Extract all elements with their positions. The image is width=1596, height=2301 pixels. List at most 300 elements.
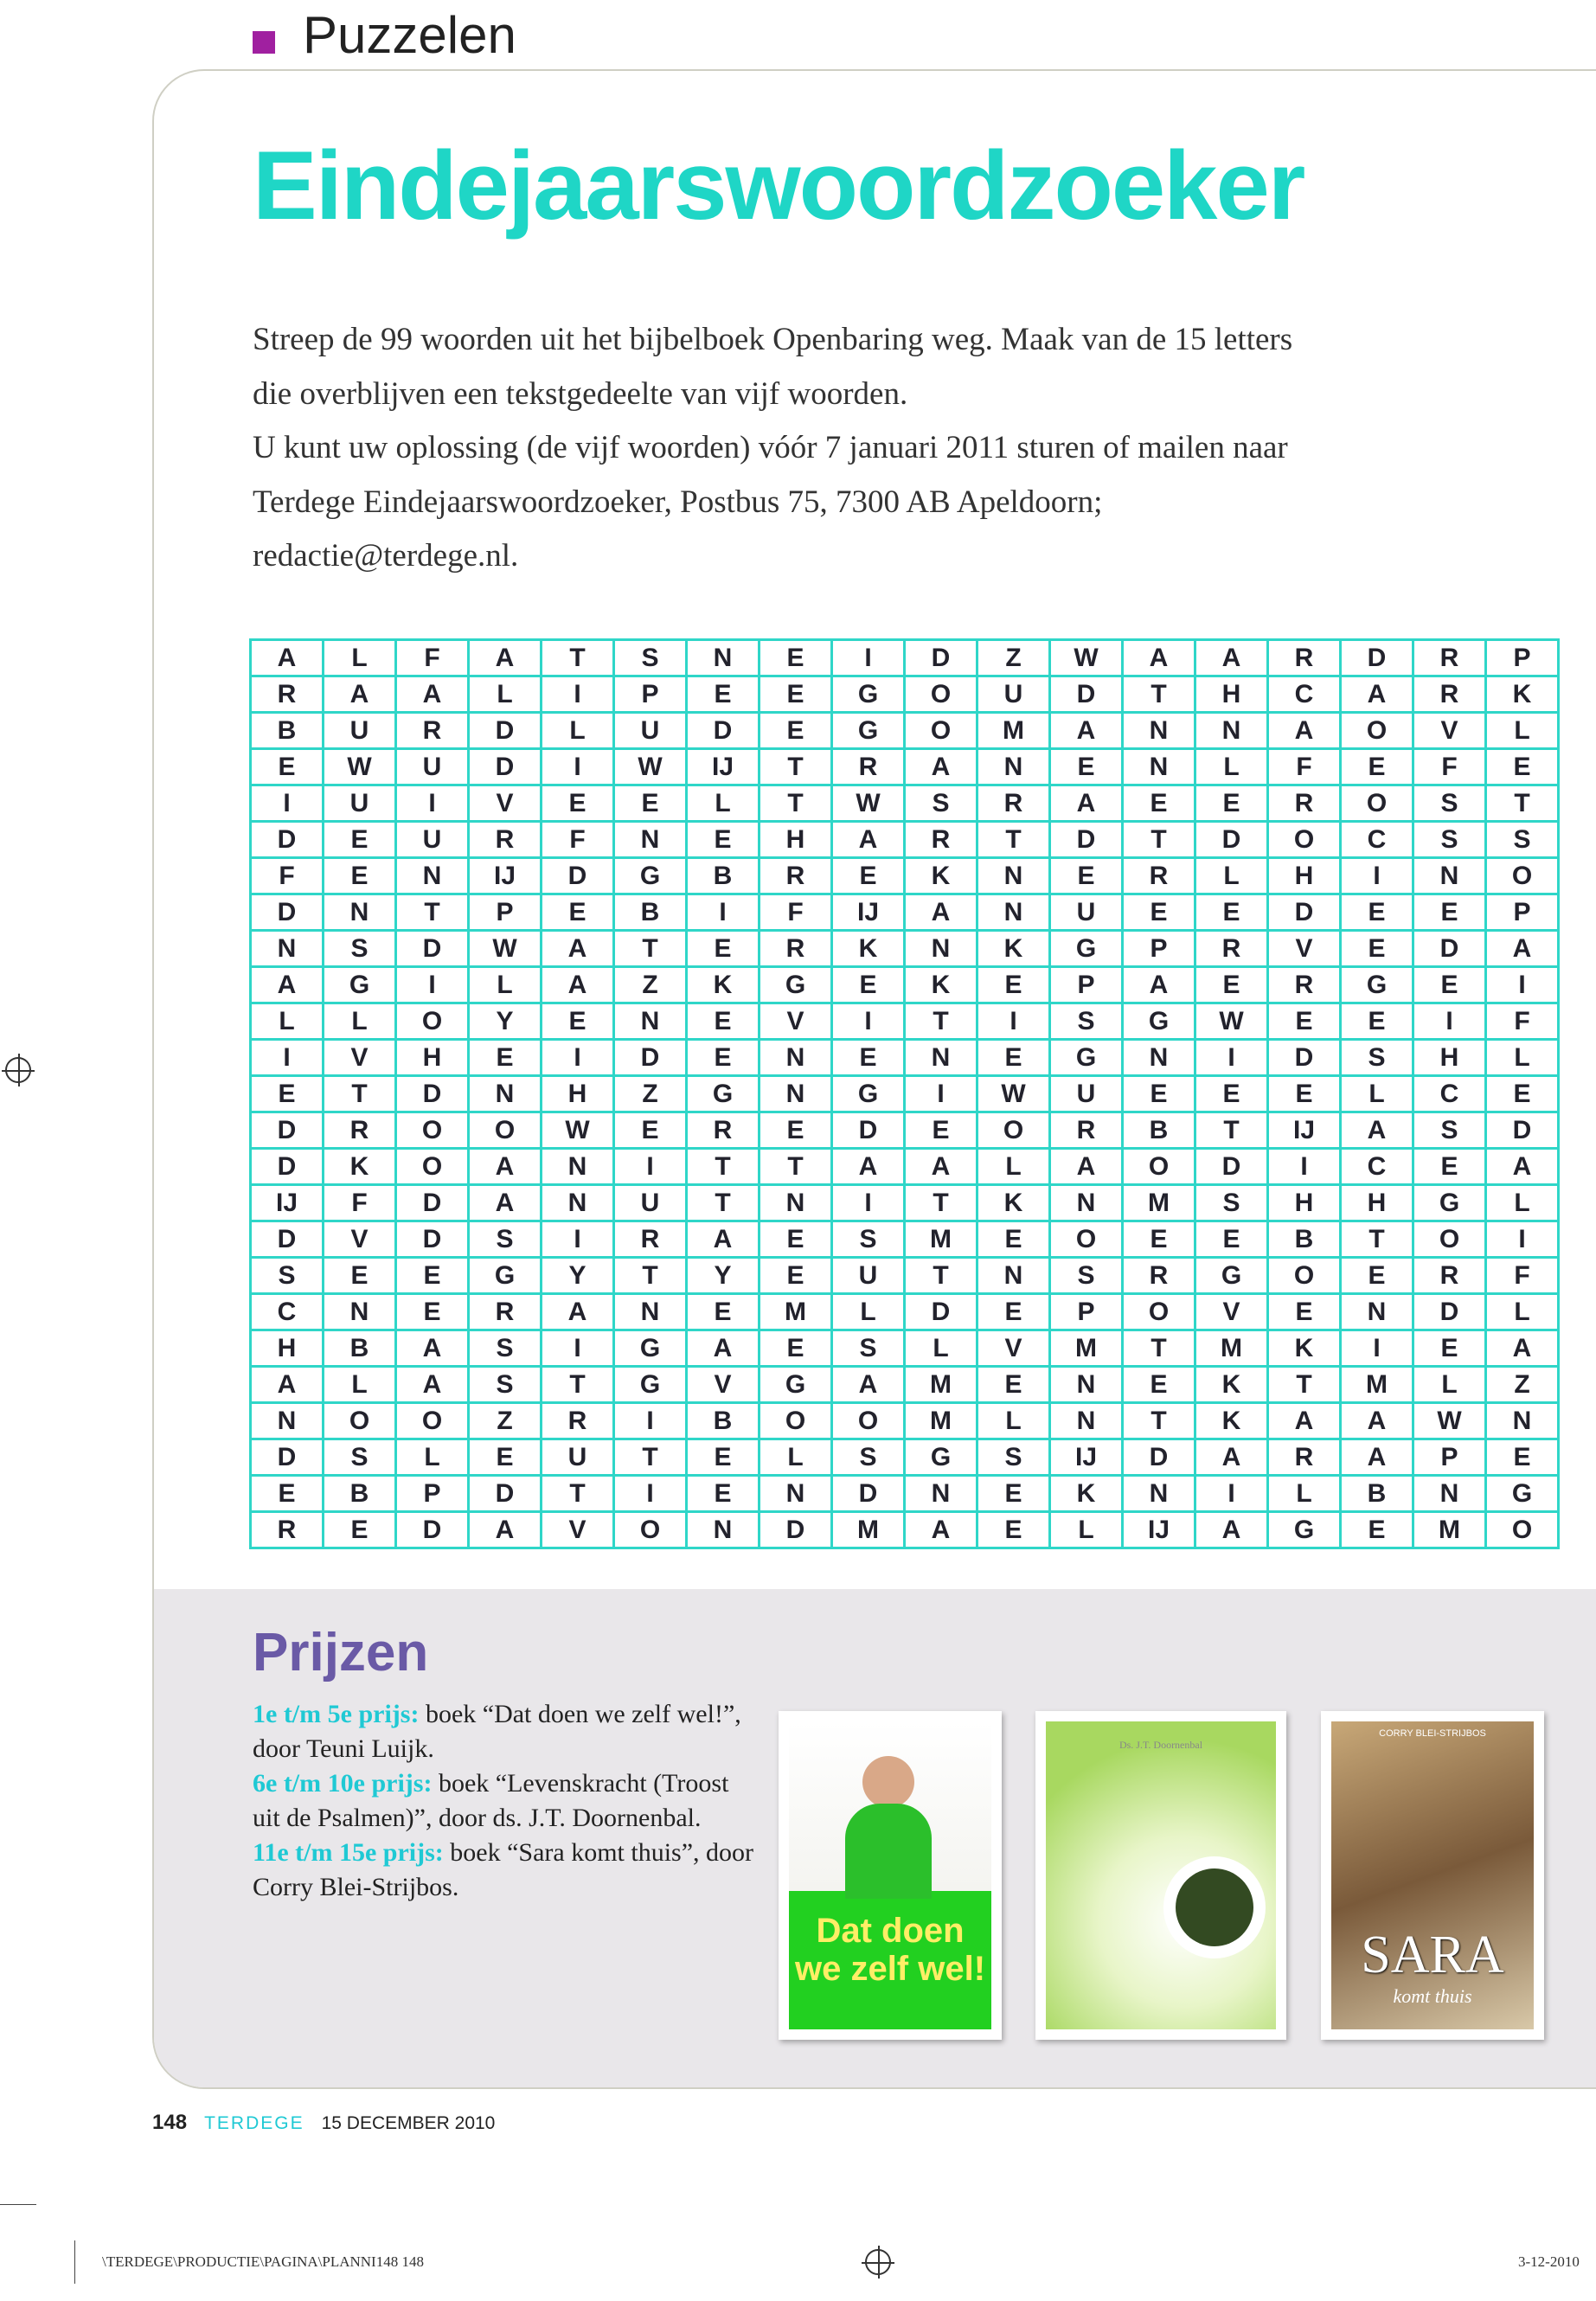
grid-cell[interactable]: T bbox=[324, 1076, 396, 1112]
grid-cell[interactable]: N bbox=[1413, 858, 1486, 894]
grid-cell[interactable]: U bbox=[832, 1258, 905, 1294]
grid-cell[interactable]: V bbox=[324, 1221, 396, 1258]
grid-cell[interactable]: E bbox=[324, 858, 396, 894]
grid-cell[interactable]: E bbox=[251, 749, 324, 785]
grid-cell[interactable]: S bbox=[1050, 1003, 1123, 1040]
grid-cell[interactable]: A bbox=[905, 1512, 977, 1548]
grid-cell[interactable]: G bbox=[832, 676, 905, 713]
grid-cell[interactable]: B bbox=[1268, 1221, 1341, 1258]
grid-cell[interactable]: R bbox=[1268, 1439, 1341, 1476]
grid-cell[interactable]: L bbox=[1050, 1512, 1123, 1548]
grid-cell[interactable]: L bbox=[1486, 1185, 1559, 1221]
grid-cell[interactable]: Y bbox=[687, 1258, 760, 1294]
grid-cell[interactable]: A bbox=[832, 1149, 905, 1185]
grid-cell[interactable]: A bbox=[1486, 1330, 1559, 1367]
grid-cell[interactable]: T bbox=[1341, 1221, 1413, 1258]
grid-cell[interactable]: E bbox=[1413, 1330, 1486, 1367]
grid-cell[interactable]: U bbox=[542, 1439, 614, 1476]
grid-cell[interactable]: P bbox=[1486, 894, 1559, 931]
grid-cell[interactable]: S bbox=[469, 1221, 542, 1258]
grid-cell[interactable]: G bbox=[687, 1076, 760, 1112]
grid-cell[interactable]: S bbox=[324, 1439, 396, 1476]
grid-cell[interactable]: O bbox=[905, 676, 977, 713]
grid-cell[interactable]: I bbox=[1341, 1330, 1413, 1367]
grid-cell[interactable]: I bbox=[832, 1185, 905, 1221]
grid-cell[interactable]: V bbox=[1268, 931, 1341, 967]
grid-cell[interactable]: M bbox=[1050, 1330, 1123, 1367]
grid-cell[interactable]: Y bbox=[469, 1003, 542, 1040]
grid-cell[interactable]: S bbox=[324, 931, 396, 967]
grid-cell[interactable]: O bbox=[324, 1403, 396, 1439]
grid-cell[interactable]: E bbox=[542, 785, 614, 822]
grid-cell[interactable]: E bbox=[977, 1367, 1050, 1403]
grid-cell[interactable]: R bbox=[1123, 1258, 1195, 1294]
grid-cell[interactable]: A bbox=[1050, 785, 1123, 822]
grid-cell[interactable]: D bbox=[1195, 822, 1268, 858]
grid-cell[interactable]: D bbox=[396, 1221, 469, 1258]
grid-cell[interactable]: M bbox=[1341, 1367, 1413, 1403]
grid-cell[interactable]: K bbox=[1050, 1476, 1123, 1512]
grid-cell[interactable]: I bbox=[542, 1221, 614, 1258]
grid-cell[interactable]: E bbox=[832, 858, 905, 894]
grid-cell[interactable]: I bbox=[1195, 1476, 1268, 1512]
grid-cell[interactable]: A bbox=[1050, 1149, 1123, 1185]
grid-cell[interactable]: E bbox=[1341, 749, 1413, 785]
grid-cell[interactable]: P bbox=[396, 1476, 469, 1512]
grid-cell[interactable]: D bbox=[1268, 894, 1341, 931]
grid-cell[interactable]: P bbox=[1486, 640, 1559, 676]
grid-cell[interactable]: A bbox=[1341, 676, 1413, 713]
grid-cell[interactable]: S bbox=[1413, 822, 1486, 858]
grid-cell[interactable]: M bbox=[1195, 1330, 1268, 1367]
grid-cell[interactable]: A bbox=[324, 676, 396, 713]
grid-cell[interactable]: R bbox=[1413, 640, 1486, 676]
grid-cell[interactable]: A bbox=[396, 676, 469, 713]
grid-cell[interactable]: T bbox=[905, 1185, 977, 1221]
grid-cell[interactable]: E bbox=[760, 676, 832, 713]
grid-cell[interactable]: E bbox=[1195, 785, 1268, 822]
grid-cell[interactable]: I bbox=[1341, 858, 1413, 894]
grid-cell[interactable]: V bbox=[1413, 713, 1486, 749]
grid-cell[interactable]: S bbox=[832, 1330, 905, 1367]
grid-cell[interactable]: A bbox=[251, 640, 324, 676]
grid-cell[interactable]: I bbox=[542, 749, 614, 785]
grid-cell[interactable]: E bbox=[687, 1294, 760, 1330]
grid-cell[interactable]: R bbox=[1195, 931, 1268, 967]
grid-cell[interactable]: E bbox=[1486, 1439, 1559, 1476]
grid-cell[interactable]: H bbox=[1195, 676, 1268, 713]
grid-cell[interactable]: S bbox=[1341, 1040, 1413, 1076]
grid-cell[interactable]: T bbox=[1486, 785, 1559, 822]
grid-cell[interactable]: A bbox=[542, 967, 614, 1003]
grid-cell[interactable]: T bbox=[1195, 1112, 1268, 1149]
grid-cell[interactable]: T bbox=[1123, 1403, 1195, 1439]
grid-cell[interactable]: U bbox=[614, 1185, 687, 1221]
grid-cell[interactable]: R bbox=[1268, 640, 1341, 676]
grid-cell[interactable]: A bbox=[1123, 640, 1195, 676]
grid-cell[interactable]: E bbox=[251, 1476, 324, 1512]
grid-cell[interactable]: A bbox=[1268, 713, 1341, 749]
grid-cell[interactable]: E bbox=[324, 1258, 396, 1294]
grid-cell[interactable]: O bbox=[1050, 1221, 1123, 1258]
grid-cell[interactable]: K bbox=[905, 967, 977, 1003]
grid-cell[interactable]: G bbox=[1050, 931, 1123, 967]
grid-cell[interactable]: E bbox=[1123, 1076, 1195, 1112]
grid-cell[interactable]: H bbox=[1413, 1040, 1486, 1076]
grid-cell[interactable]: K bbox=[1195, 1367, 1268, 1403]
grid-cell[interactable]: E bbox=[324, 822, 396, 858]
grid-cell[interactable]: R bbox=[832, 749, 905, 785]
grid-cell[interactable]: B bbox=[324, 1476, 396, 1512]
grid-cell[interactable]: N bbox=[905, 1040, 977, 1076]
grid-cell[interactable]: O bbox=[1268, 822, 1341, 858]
grid-cell[interactable]: U bbox=[1050, 894, 1123, 931]
grid-cell[interactable]: N bbox=[251, 1403, 324, 1439]
grid-cell[interactable]: E bbox=[760, 1330, 832, 1367]
grid-cell[interactable]: N bbox=[1050, 1185, 1123, 1221]
grid-cell[interactable]: M bbox=[905, 1221, 977, 1258]
grid-cell[interactable]: E bbox=[1268, 1003, 1341, 1040]
grid-cell[interactable]: L bbox=[324, 1367, 396, 1403]
grid-cell[interactable]: H bbox=[1341, 1185, 1413, 1221]
grid-cell[interactable]: W bbox=[324, 749, 396, 785]
grid-cell[interactable]: I bbox=[542, 1040, 614, 1076]
grid-cell[interactable]: L bbox=[1486, 1294, 1559, 1330]
grid-cell[interactable]: F bbox=[1486, 1003, 1559, 1040]
grid-cell[interactable]: A bbox=[1195, 1512, 1268, 1548]
grid-cell[interactable]: N bbox=[905, 1476, 977, 1512]
grid-cell[interactable]: T bbox=[687, 1185, 760, 1221]
grid-cell[interactable]: W bbox=[977, 1076, 1050, 1112]
grid-cell[interactable]: E bbox=[1341, 1258, 1413, 1294]
grid-cell[interactable]: A bbox=[542, 1294, 614, 1330]
grid-cell[interactable]: E bbox=[760, 1221, 832, 1258]
grid-cell[interactable]: A bbox=[1050, 713, 1123, 749]
grid-cell[interactable]: D bbox=[1050, 676, 1123, 713]
grid-cell[interactable]: R bbox=[251, 676, 324, 713]
grid-cell[interactable]: K bbox=[977, 1185, 1050, 1221]
grid-cell[interactable]: N bbox=[396, 858, 469, 894]
grid-cell[interactable]: L bbox=[1413, 1367, 1486, 1403]
grid-cell[interactable]: O bbox=[1341, 713, 1413, 749]
grid-cell[interactable]: A bbox=[469, 1512, 542, 1548]
grid-cell[interactable]: S bbox=[1413, 785, 1486, 822]
grid-cell[interactable]: T bbox=[614, 931, 687, 967]
grid-cell[interactable]: I bbox=[396, 967, 469, 1003]
grid-cell[interactable]: E bbox=[1123, 785, 1195, 822]
grid-cell[interactable]: I bbox=[687, 894, 760, 931]
grid-cell[interactable]: G bbox=[614, 858, 687, 894]
grid-cell[interactable]: M bbox=[760, 1294, 832, 1330]
grid-cell[interactable]: E bbox=[760, 1112, 832, 1149]
grid-cell[interactable]: N bbox=[687, 1512, 760, 1548]
grid-cell[interactable]: L bbox=[324, 1003, 396, 1040]
grid-cell[interactable]: H bbox=[1268, 1185, 1341, 1221]
grid-cell[interactable]: E bbox=[1413, 967, 1486, 1003]
grid-cell[interactable]: H bbox=[760, 822, 832, 858]
grid-cell[interactable]: F bbox=[1486, 1258, 1559, 1294]
grid-cell[interactable]: I bbox=[542, 1330, 614, 1367]
grid-cell[interactable]: O bbox=[905, 713, 977, 749]
grid-cell[interactable]: K bbox=[687, 967, 760, 1003]
grid-cell[interactable]: IJ bbox=[469, 858, 542, 894]
grid-cell[interactable]: S bbox=[977, 1439, 1050, 1476]
grid-cell[interactable]: M bbox=[905, 1403, 977, 1439]
grid-cell[interactable]: L bbox=[977, 1403, 1050, 1439]
grid-cell[interactable]: L bbox=[1486, 1040, 1559, 1076]
grid-cell[interactable]: C bbox=[1413, 1076, 1486, 1112]
grid-cell[interactable]: M bbox=[1123, 1185, 1195, 1221]
grid-cell[interactable]: E bbox=[1413, 1149, 1486, 1185]
grid-cell[interactable]: V bbox=[324, 1040, 396, 1076]
grid-cell[interactable]: E bbox=[760, 640, 832, 676]
grid-cell[interactable]: I bbox=[832, 1003, 905, 1040]
grid-cell[interactable]: A bbox=[1341, 1439, 1413, 1476]
grid-cell[interactable]: E bbox=[1195, 1221, 1268, 1258]
grid-cell[interactable]: E bbox=[396, 1258, 469, 1294]
grid-cell[interactable]: O bbox=[1123, 1294, 1195, 1330]
grid-cell[interactable]: E bbox=[832, 967, 905, 1003]
grid-cell[interactable]: D bbox=[1050, 822, 1123, 858]
grid-cell[interactable]: N bbox=[542, 1185, 614, 1221]
grid-cell[interactable]: R bbox=[905, 822, 977, 858]
grid-cell[interactable]: W bbox=[832, 785, 905, 822]
grid-cell[interactable]: B bbox=[687, 1403, 760, 1439]
grid-cell[interactable]: O bbox=[469, 1112, 542, 1149]
grid-cell[interactable]: E bbox=[977, 1221, 1050, 1258]
grid-cell[interactable]: T bbox=[905, 1258, 977, 1294]
grid-cell[interactable]: O bbox=[1486, 1512, 1559, 1548]
grid-cell[interactable]: H bbox=[396, 1040, 469, 1076]
grid-cell[interactable]: R bbox=[469, 822, 542, 858]
grid-cell[interactable]: D bbox=[396, 1185, 469, 1221]
grid-cell[interactable]: A bbox=[396, 1330, 469, 1367]
grid-cell[interactable]: T bbox=[1123, 1330, 1195, 1367]
grid-cell[interactable]: D bbox=[1486, 1112, 1559, 1149]
grid-cell[interactable]: P bbox=[469, 894, 542, 931]
grid-cell[interactable]: B bbox=[1341, 1476, 1413, 1512]
grid-cell[interactable]: V bbox=[760, 1003, 832, 1040]
grid-cell[interactable]: G bbox=[832, 1076, 905, 1112]
grid-cell[interactable]: E bbox=[977, 1294, 1050, 1330]
grid-cell[interactable]: IJ bbox=[251, 1185, 324, 1221]
grid-cell[interactable]: D bbox=[905, 640, 977, 676]
grid-cell[interactable]: C bbox=[251, 1294, 324, 1330]
grid-cell[interactable]: R bbox=[251, 1512, 324, 1548]
grid-cell[interactable]: L bbox=[1341, 1076, 1413, 1112]
grid-cell[interactable]: D bbox=[760, 1512, 832, 1548]
grid-cell[interactable]: E bbox=[977, 967, 1050, 1003]
grid-cell[interactable]: IJ bbox=[687, 749, 760, 785]
grid-cell[interactable]: V bbox=[542, 1512, 614, 1548]
grid-cell[interactable]: A bbox=[1486, 931, 1559, 967]
grid-cell[interactable]: D bbox=[832, 1476, 905, 1512]
grid-cell[interactable]: N bbox=[977, 858, 1050, 894]
grid-cell[interactable]: F bbox=[760, 894, 832, 931]
grid-cell[interactable]: I bbox=[977, 1003, 1050, 1040]
grid-cell[interactable]: E bbox=[1268, 1294, 1341, 1330]
grid-cell[interactable]: R bbox=[614, 1221, 687, 1258]
grid-cell[interactable]: Z bbox=[469, 1403, 542, 1439]
grid-cell[interactable]: S bbox=[832, 1439, 905, 1476]
grid-cell[interactable]: O bbox=[396, 1112, 469, 1149]
grid-cell[interactable]: E bbox=[1413, 894, 1486, 931]
grid-cell[interactable]: IJ bbox=[1050, 1439, 1123, 1476]
grid-cell[interactable]: E bbox=[687, 676, 760, 713]
grid-cell[interactable]: O bbox=[396, 1403, 469, 1439]
grid-cell[interactable]: G bbox=[905, 1439, 977, 1476]
grid-cell[interactable]: D bbox=[1341, 640, 1413, 676]
grid-cell[interactable]: E bbox=[251, 1076, 324, 1112]
grid-cell[interactable]: N bbox=[905, 931, 977, 967]
grid-cell[interactable]: I bbox=[614, 1149, 687, 1185]
grid-cell[interactable]: N bbox=[614, 1294, 687, 1330]
grid-cell[interactable]: I bbox=[251, 1040, 324, 1076]
grid-cell[interactable]: S bbox=[614, 640, 687, 676]
grid-cell[interactable]: Z bbox=[614, 967, 687, 1003]
grid-cell[interactable]: T bbox=[760, 785, 832, 822]
grid-cell[interactable]: L bbox=[687, 785, 760, 822]
grid-cell[interactable]: L bbox=[905, 1330, 977, 1367]
grid-cell[interactable]: G bbox=[760, 1367, 832, 1403]
grid-cell[interactable]: D bbox=[251, 1149, 324, 1185]
grid-cell[interactable]: IJ bbox=[1123, 1512, 1195, 1548]
grid-cell[interactable]: E bbox=[1050, 749, 1123, 785]
grid-cell[interactable]: N bbox=[614, 1003, 687, 1040]
grid-cell[interactable]: W bbox=[614, 749, 687, 785]
grid-cell[interactable]: M bbox=[832, 1512, 905, 1548]
grid-cell[interactable]: G bbox=[760, 967, 832, 1003]
grid-cell[interactable]: O bbox=[614, 1512, 687, 1548]
grid-cell[interactable]: E bbox=[1195, 894, 1268, 931]
grid-cell[interactable]: R bbox=[1268, 967, 1341, 1003]
grid-cell[interactable]: I bbox=[1486, 1221, 1559, 1258]
grid-cell[interactable]: E bbox=[1050, 858, 1123, 894]
grid-cell[interactable]: W bbox=[542, 1112, 614, 1149]
grid-cell[interactable]: K bbox=[324, 1149, 396, 1185]
grid-cell[interactable]: D bbox=[905, 1294, 977, 1330]
grid-cell[interactable]: D bbox=[614, 1040, 687, 1076]
grid-cell[interactable]: S bbox=[1050, 1258, 1123, 1294]
grid-cell[interactable]: D bbox=[1268, 1040, 1341, 1076]
grid-cell[interactable]: D bbox=[251, 822, 324, 858]
grid-cell[interactable]: G bbox=[1123, 1003, 1195, 1040]
grid-cell[interactable]: C bbox=[1268, 676, 1341, 713]
grid-cell[interactable]: W bbox=[1195, 1003, 1268, 1040]
grid-cell[interactable]: N bbox=[1123, 749, 1195, 785]
grid-cell[interactable]: D bbox=[251, 1439, 324, 1476]
grid-cell[interactable]: O bbox=[396, 1149, 469, 1185]
grid-cell[interactable]: D bbox=[687, 713, 760, 749]
grid-cell[interactable]: S bbox=[905, 785, 977, 822]
grid-cell[interactable]: Y bbox=[542, 1258, 614, 1294]
grid-cell[interactable]: F bbox=[1413, 749, 1486, 785]
grid-cell[interactable]: G bbox=[324, 967, 396, 1003]
grid-cell[interactable]: E bbox=[760, 1258, 832, 1294]
grid-cell[interactable]: R bbox=[1413, 1258, 1486, 1294]
grid-cell[interactable]: O bbox=[396, 1003, 469, 1040]
grid-cell[interactable]: N bbox=[542, 1149, 614, 1185]
grid-cell[interactable]: E bbox=[687, 1003, 760, 1040]
grid-cell[interactable]: A bbox=[832, 822, 905, 858]
grid-cell[interactable]: N bbox=[977, 749, 1050, 785]
grid-cell[interactable]: U bbox=[324, 785, 396, 822]
grid-cell[interactable]: B bbox=[614, 894, 687, 931]
grid-cell[interactable]: N bbox=[977, 894, 1050, 931]
grid-cell[interactable]: K bbox=[1268, 1330, 1341, 1367]
grid-cell[interactable]: P bbox=[1050, 967, 1123, 1003]
grid-cell[interactable]: C bbox=[1341, 1149, 1413, 1185]
grid-cell[interactable]: N bbox=[760, 1040, 832, 1076]
grid-cell[interactable]: B bbox=[324, 1330, 396, 1367]
grid-cell[interactable]: D bbox=[469, 713, 542, 749]
grid-cell[interactable]: I bbox=[396, 785, 469, 822]
grid-cell[interactable]: C bbox=[1341, 822, 1413, 858]
grid-cell[interactable]: O bbox=[1123, 1149, 1195, 1185]
grid-cell[interactable]: G bbox=[1268, 1512, 1341, 1548]
grid-cell[interactable]: G bbox=[1195, 1258, 1268, 1294]
grid-cell[interactable]: Z bbox=[614, 1076, 687, 1112]
grid-cell[interactable]: N bbox=[251, 931, 324, 967]
grid-cell[interactable]: R bbox=[542, 1403, 614, 1439]
grid-cell[interactable]: E bbox=[1123, 1367, 1195, 1403]
grid-cell[interactable]: S bbox=[1413, 1112, 1486, 1149]
grid-cell[interactable]: G bbox=[469, 1258, 542, 1294]
grid-cell[interactable]: I bbox=[614, 1403, 687, 1439]
grid-cell[interactable]: A bbox=[469, 1149, 542, 1185]
grid-cell[interactable]: R bbox=[324, 1112, 396, 1149]
grid-cell[interactable]: E bbox=[687, 822, 760, 858]
grid-cell[interactable]: D bbox=[1413, 1294, 1486, 1330]
grid-cell[interactable]: A bbox=[396, 1367, 469, 1403]
grid-cell[interactable]: E bbox=[469, 1040, 542, 1076]
grid-cell[interactable]: A bbox=[1123, 967, 1195, 1003]
grid-cell[interactable]: T bbox=[1123, 676, 1195, 713]
grid-cell[interactable]: N bbox=[1123, 1476, 1195, 1512]
grid-cell[interactable]: IJ bbox=[832, 894, 905, 931]
grid-cell[interactable]: E bbox=[977, 1040, 1050, 1076]
grid-cell[interactable]: T bbox=[760, 1149, 832, 1185]
grid-cell[interactable]: S bbox=[1195, 1185, 1268, 1221]
grid-cell[interactable]: D bbox=[832, 1112, 905, 1149]
grid-cell[interactable]: U bbox=[1050, 1076, 1123, 1112]
grid-cell[interactable]: L bbox=[1486, 713, 1559, 749]
grid-cell[interactable]: N bbox=[760, 1076, 832, 1112]
grid-cell[interactable]: E bbox=[469, 1439, 542, 1476]
grid-cell[interactable]: N bbox=[1123, 1040, 1195, 1076]
grid-cell[interactable]: B bbox=[251, 713, 324, 749]
grid-cell[interactable]: F bbox=[396, 640, 469, 676]
grid-cell[interactable]: E bbox=[324, 1512, 396, 1548]
grid-cell[interactable]: S bbox=[832, 1221, 905, 1258]
grid-cell[interactable]: L bbox=[832, 1294, 905, 1330]
grid-cell[interactable]: U bbox=[614, 713, 687, 749]
grid-cell[interactable]: T bbox=[1123, 822, 1195, 858]
grid-cell[interactable]: S bbox=[469, 1367, 542, 1403]
grid-cell[interactable]: T bbox=[542, 1367, 614, 1403]
grid-cell[interactable]: L bbox=[251, 1003, 324, 1040]
grid-cell[interactable]: S bbox=[469, 1330, 542, 1367]
grid-cell[interactable]: N bbox=[614, 822, 687, 858]
grid-cell[interactable]: G bbox=[832, 713, 905, 749]
grid-cell[interactable]: A bbox=[1341, 1403, 1413, 1439]
grid-cell[interactable]: E bbox=[542, 1003, 614, 1040]
grid-cell[interactable]: D bbox=[1413, 931, 1486, 967]
grid-cell[interactable]: E bbox=[614, 1112, 687, 1149]
grid-cell[interactable]: M bbox=[905, 1367, 977, 1403]
grid-cell[interactable]: O bbox=[1268, 1258, 1341, 1294]
grid-cell[interactable]: G bbox=[1413, 1185, 1486, 1221]
